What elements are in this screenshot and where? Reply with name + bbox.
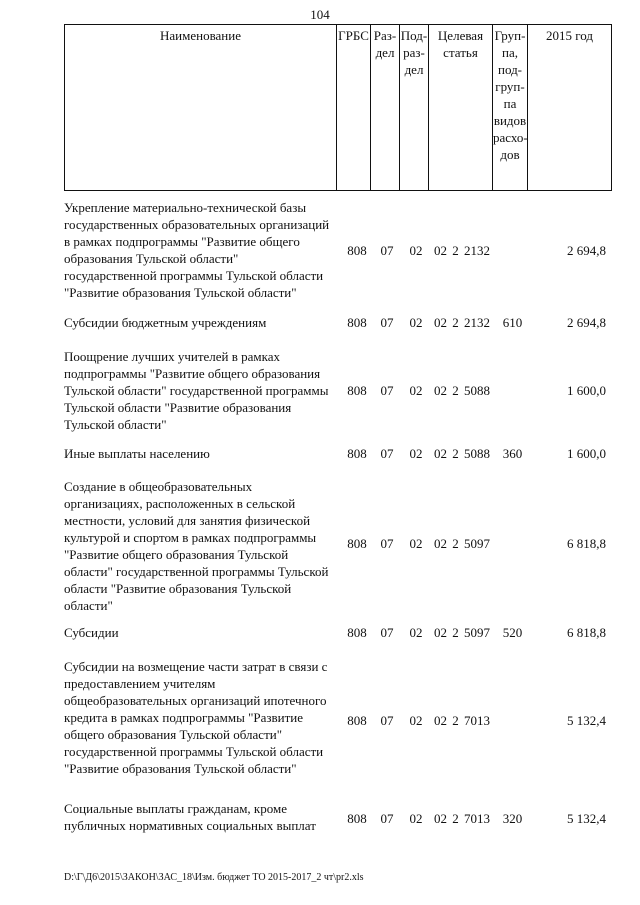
row-razdel: 07 xyxy=(380,625,394,640)
row-name-line: "Развитие образования Тульской области" xyxy=(64,285,297,300)
row-podrazdel: 02 xyxy=(409,383,423,398)
row-grbs: 808 xyxy=(347,536,367,551)
row-name-line: в рамках подпрограммы "Развитие общего xyxy=(64,234,300,249)
row-podrazdel: 02 xyxy=(409,243,423,258)
row-grbs: 808 xyxy=(347,243,367,258)
row-razdel: 07 xyxy=(380,243,394,258)
row-group: 520 xyxy=(502,625,523,640)
column-header-group-line: Груп- xyxy=(494,28,526,43)
row-amount: 1 600,0 xyxy=(567,383,606,398)
column-header-razdel-line: Раз- xyxy=(373,28,397,43)
row-name-line: подпрограммы "Развитие общего образования xyxy=(64,366,321,381)
column-header-name: Наименование xyxy=(65,25,337,191)
row-name-line: общего образования Тульской области" xyxy=(64,727,283,742)
column-header-razdel xyxy=(371,25,400,191)
row-group: 610 xyxy=(502,315,523,330)
row-razdel: 07 xyxy=(380,811,394,826)
row-grbs: 808 xyxy=(347,315,367,330)
row-name-line: общеобразовательных организаций ипотечного xyxy=(64,693,327,708)
row-name-line: области" государственной программы Тульской xyxy=(64,564,329,579)
row-podrazdel: 02 xyxy=(409,446,423,461)
row-grbs: 808 xyxy=(347,811,367,826)
row-name-line: государственных образовательных организаций xyxy=(64,217,330,232)
row-amount: 6 818,8 xyxy=(567,536,606,551)
column-header-razdel-line: дел xyxy=(375,45,395,60)
column-header-podrazdel-line: раз- xyxy=(403,45,425,60)
column-header-podrazdel xyxy=(400,25,429,191)
row-name xyxy=(64,199,336,301)
row-name-line: кредита в рамках подпрограммы "Развитие xyxy=(64,710,304,725)
row-name-line: Поощрение лучших учителей в рамках xyxy=(64,349,281,364)
row-target: 02 2 5088 xyxy=(434,446,490,461)
row-razdel: 07 xyxy=(380,315,394,330)
row-amount: 6 818,8 xyxy=(567,625,606,640)
row-name xyxy=(64,314,336,331)
row-razdel: 07 xyxy=(380,713,394,728)
row-name-line: местности, условий для занятия физической xyxy=(64,513,311,528)
row-name xyxy=(64,624,336,641)
row-name xyxy=(64,348,336,433)
row-name-line: Тульской области" государственной программы xyxy=(64,383,329,398)
row-name xyxy=(64,658,336,777)
row-razdel: 07 xyxy=(380,536,394,551)
row-name xyxy=(64,800,336,834)
row-name-line: области" xyxy=(64,598,113,613)
column-header-target xyxy=(429,25,493,191)
row-amount: 5 132,4 xyxy=(567,811,606,826)
row-grbs: 808 xyxy=(347,625,367,640)
row-name-line: Субсидии xyxy=(64,625,119,640)
row-target: 02 2 7013 xyxy=(434,713,490,728)
column-header-group-line: расхо- xyxy=(493,130,528,145)
column-header-podrazdel-line: Под- xyxy=(400,28,428,43)
row-grbs: 808 xyxy=(347,383,367,398)
row-name-line: предоставлением учителям xyxy=(64,676,216,691)
row-name-line: Создание в общеобразовательных xyxy=(64,479,253,494)
row-podrazdel: 02 xyxy=(409,536,423,551)
column-header-group xyxy=(493,25,528,191)
row-name-line: Социальные выплаты гражданам, кроме xyxy=(64,801,287,816)
row-target: 02 2 5097 xyxy=(434,625,490,640)
row-grbs: 808 xyxy=(347,446,367,461)
row-name-line: "Развитие образования Тульской области" xyxy=(64,761,297,776)
row-target: 02 2 2132 xyxy=(434,243,490,258)
row-podrazdel: 02 xyxy=(409,315,423,330)
row-podrazdel: 02 xyxy=(409,713,423,728)
row-name-line: Тульской области "Развитие образования xyxy=(64,400,292,415)
row-amount: 1 600,0 xyxy=(567,446,606,461)
table-header xyxy=(64,24,612,191)
file-path-footer: D:\Г\Д6\2015\ЗАКОН\ЗАС_18\Изм. бюджет ТО 2015-2017_2 чт\pr2.xls xyxy=(64,872,364,883)
row-razdel: 07 xyxy=(380,446,394,461)
column-header-podrazdel-line: дел xyxy=(404,62,424,77)
row-name-line: государственной программы Тульской области xyxy=(64,744,324,759)
row-name-line: образования Тульской области" xyxy=(64,251,239,266)
row-name-line: Тульской области" xyxy=(64,417,167,432)
column-header-target-line: статья xyxy=(443,45,478,60)
row-name-line: области "Развитие образования Тульской xyxy=(64,581,292,596)
column-header-group-line: па, xyxy=(502,45,518,60)
row-target: 02 2 7013 xyxy=(434,811,490,826)
column-header-year: 2015 год xyxy=(528,25,612,191)
row-name-line: Иные выплаты населению xyxy=(64,446,210,461)
row-razdel: 07 xyxy=(380,383,394,398)
row-name xyxy=(64,478,336,614)
row-name-line: Субсидии на возмещение части затрат в связи с xyxy=(64,659,328,674)
row-target: 02 2 5097 xyxy=(434,536,490,551)
column-header-group-line: па xyxy=(503,96,517,111)
page-number: 104 xyxy=(310,7,330,22)
row-podrazdel: 02 xyxy=(409,811,423,826)
column-header-group-line: дов xyxy=(500,147,520,162)
row-name xyxy=(64,445,336,462)
column-header-group-line: видов xyxy=(493,113,527,128)
row-target: 02 2 2132 xyxy=(434,315,490,330)
column-header-group-line: под- xyxy=(497,62,523,77)
row-group: 360 xyxy=(502,446,523,461)
row-amount: 2 694,8 xyxy=(567,315,606,330)
row-name-line: "Развитие общего образования Тульской xyxy=(64,547,289,562)
row-group: 320 xyxy=(502,811,523,826)
row-name-line: публичных нормативных социальных выплат xyxy=(64,818,316,833)
row-amount: 5 132,4 xyxy=(567,713,606,728)
row-name-line: организациях, расположенных в сельской xyxy=(64,496,296,511)
row-name-line: государственной программы Тульской области xyxy=(64,268,324,283)
column-header-grbs: ГРБС xyxy=(337,25,371,191)
row-podrazdel: 02 xyxy=(409,625,423,640)
column-header-group-line: груп- xyxy=(495,79,525,94)
row-name-line: культурой и спортом в рамках подпрограммы xyxy=(64,530,317,545)
row-name-line: Субсидии бюджетным учреждениям xyxy=(64,315,267,330)
row-grbs: 808 xyxy=(347,713,367,728)
row-amount: 2 694,8 xyxy=(567,243,606,258)
row-target: 02 2 5088 xyxy=(434,383,490,398)
row-name-line: Укрепление материально-технической базы xyxy=(64,200,307,215)
column-header-target-line: Целевая xyxy=(437,28,484,43)
